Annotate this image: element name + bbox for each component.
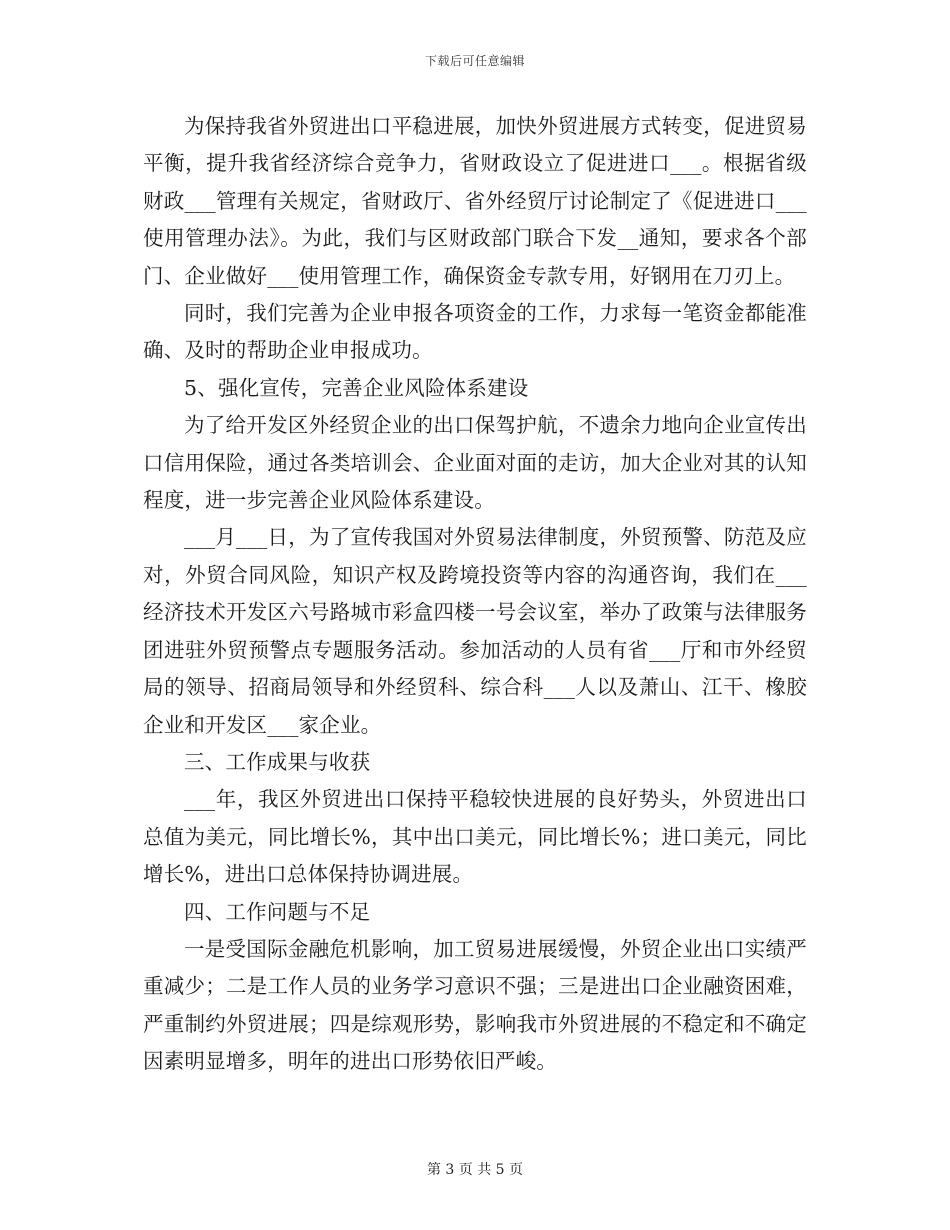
document-body (143, 108, 807, 1081)
section-heading-publicity: 5、强化宣传，完善企业风险体系建设 (184, 375, 529, 400)
paragraph-trade-results: ___年，我区外贸进出口保持平稳较快进展的良好势头，外贸进出口总值为美元，同比增长%，其中出口美元，同比增长%；进口美元，同比增长%，进出口总体保持协调进展。 (143, 787, 807, 887)
page-number-footer: 第 3 页 共 5 页 (426, 1162, 524, 1178)
paragraph-credit-insurance: 为了给开发区外经贸企业的出口保驾护航，不遗余力地向企业宣传出口信用保险，通过各类培训会、企业面对面的走访，加大企业对其的认知程度，进一步完善企业风险体系建设。 (143, 413, 807, 513)
section-heading-problems: 四、工作问题与不足 (184, 899, 371, 924)
paragraph-problems: 一是受国际金融危机影响，加工贸易进展缓慢，外贸企业出口实绩严重减少；二是工作人员的业务学习意识不强；三是进出口企业融资困难，严重制约外贸进展；四是综观形势，影响我市外贸进展的不稳定和不确定因素明显增多，明年的进出口形势依旧严峻。 (143, 936, 807, 1074)
paragraph-fund-application: 同时，我们完善为企业申报各项资金的工作，力求每一笔资金都能准确、及时的帮助企业申报成功。 (143, 301, 807, 363)
section-heading-results: 三、工作成果与收获 (184, 749, 371, 774)
page-header: 下载后可任意编辑 (424, 54, 525, 68)
paragraph-fund-management: 为保持我省外贸进出口平稳进展，加快外贸进展方式转变，促进贸易平衡，提升我省经济综合竞争力，省财政设立了促进进口___。根据省级财政___管理有关规定，省财政厅、省外经贸厅讨论制定了《促进进口___使用管理办法》。为此，我们与区财政部门联合下发__通知，要求各个部门、企业做好___使用管理工作，确保资金专款专用，好钢用在刀刃上。 (143, 114, 807, 288)
paragraph-legal-service-event: ___月___日，为了宣传我国对外贸易法律制度，外贸预警、防范及应对，外贸合同风险，知识产权及跨境投资等内容的沟通咨询，我们在___经济技术开发区六号路城市彩盒四楼一号会议室，举办了政策与法律服务团进驻外贸预警点专题服务活动。参加活动的人员有省___厅和市外经贸局的领导、招商局领导和外经贸科、综合科___人以及萧山、江干、橡胶企业和开发区___家企业。 (143, 525, 807, 737)
